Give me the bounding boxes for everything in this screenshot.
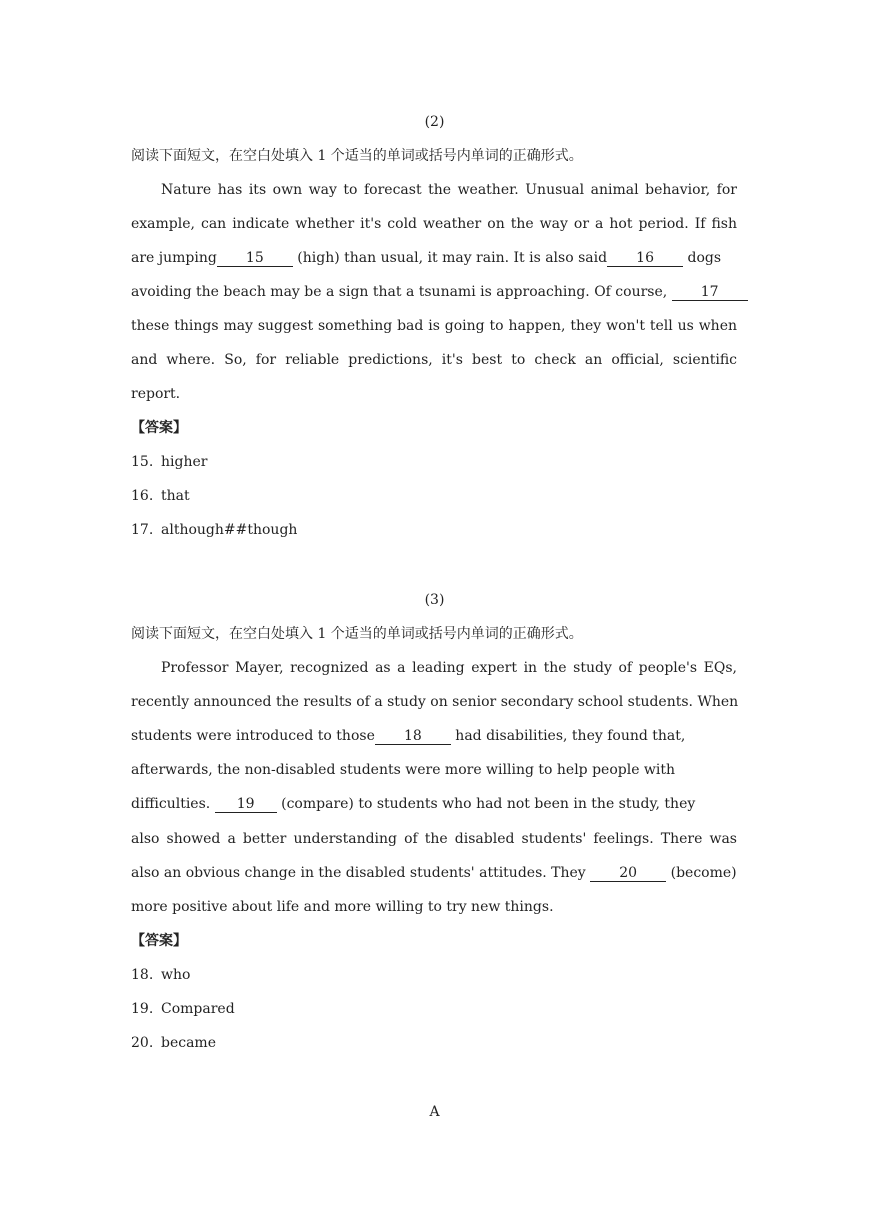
- section-3-passage-line-6: also showed a better understanding of the disabled students' feelings. There was: [131, 831, 737, 847]
- answer-number: 19.: [131, 1001, 154, 1017]
- answer-item: [131, 1033, 737, 1053]
- answer-text: who: [161, 967, 191, 983]
- answer-item: [131, 999, 737, 1019]
- blank-15: 15: [217, 250, 293, 267]
- next-section-label: A: [429, 1104, 440, 1120]
- section-2-number: (2): [424, 114, 445, 130]
- answer-text: higher: [161, 454, 208, 470]
- section-2-passage-line-4: [131, 282, 737, 302]
- passage-text: are jumping: [131, 250, 217, 266]
- blank-17: 17: [672, 284, 748, 301]
- section-3-passage-line-7: [131, 863, 737, 883]
- section-2-passage-line-2: example, can indicate whether it's cold weather on the way or a hot period. If fish: [131, 216, 737, 232]
- answer-item: [131, 965, 737, 985]
- section-2-answer-label: 【答案】: [131, 420, 187, 436]
- answer-text: Compared: [161, 1001, 235, 1017]
- section-3-passage-line-4: afterwards, the non-disabled students were more willing to help people with: [131, 762, 676, 778]
- section-2-passage-line-5: these things may suggest something bad is going to happen, they won't tell us when: [131, 318, 737, 334]
- answer-item: [131, 486, 737, 506]
- answer-text: although##though: [161, 522, 298, 538]
- answer-number: 17.: [131, 522, 154, 538]
- blank-19: 19: [215, 796, 277, 813]
- passage-text: difficulties.: [131, 796, 215, 812]
- passage-text: dogs: [683, 250, 722, 266]
- section-3-passage-line-2: recently announced the results of a study on senior secondary school students. When: [131, 694, 739, 710]
- answer-text: became: [161, 1035, 216, 1051]
- answer-number: 18.: [131, 967, 154, 983]
- section-2-passage-line-7: report.: [131, 386, 181, 402]
- passage-text: (become): [666, 865, 737, 881]
- passage-text: had disabilities, they found that,: [450, 728, 686, 744]
- section-2-passage-line-6: and where. So, for reliable predictions, it's best to check an official, scientific: [131, 352, 737, 368]
- passage-text: (compare) to students who had not been in the study, they: [276, 796, 696, 812]
- passage-text: (high) than usual, it may rain. It is also said: [292, 250, 608, 266]
- blank-18: 18: [375, 728, 451, 745]
- section-2-passage-line-1: Nature has its own way to forecast the weather. Unusual animal behavior, for: [161, 182, 737, 198]
- answer-item: [131, 520, 737, 540]
- section-2-passage-line-3: [131, 248, 737, 268]
- answer-text: that: [161, 488, 190, 504]
- section-3-instruction: 阅读下面短文，在空白处填入 1 个适当的单词或括号内单词的正确形式。: [131, 626, 583, 642]
- answer-number: 16.: [131, 488, 154, 504]
- section-3-number: (3): [424, 592, 445, 608]
- passage-text: avoiding the beach may be a sign that a tsunami is approaching. Of course,: [131, 284, 672, 300]
- answer-number: 15.: [131, 454, 154, 470]
- answer-number: 20.: [131, 1035, 154, 1051]
- blank-16: 16: [607, 250, 683, 267]
- section-3-answer-label: 【答案】: [131, 933, 187, 949]
- passage-text: also an obvious change in the disabled students' attitudes. They: [131, 865, 591, 881]
- section-2-instruction: 阅读下面短文，在空白处填入 1 个适当的单词或括号内单词的正确形式。: [131, 148, 583, 164]
- passage-text: students were introduced to those: [131, 728, 375, 744]
- section-3-passage-line-3: [131, 726, 737, 746]
- section-3-passage-line-5: [131, 794, 737, 814]
- blank-20: 20: [590, 865, 666, 882]
- section-3-passage-line-8: more positive about life and more willing to try new things.: [131, 899, 554, 915]
- answer-item: [131, 452, 737, 472]
- section-3-passage-line-1: Professor Mayer, recognized as a leading expert in the study of people's EQs,: [161, 660, 737, 676]
